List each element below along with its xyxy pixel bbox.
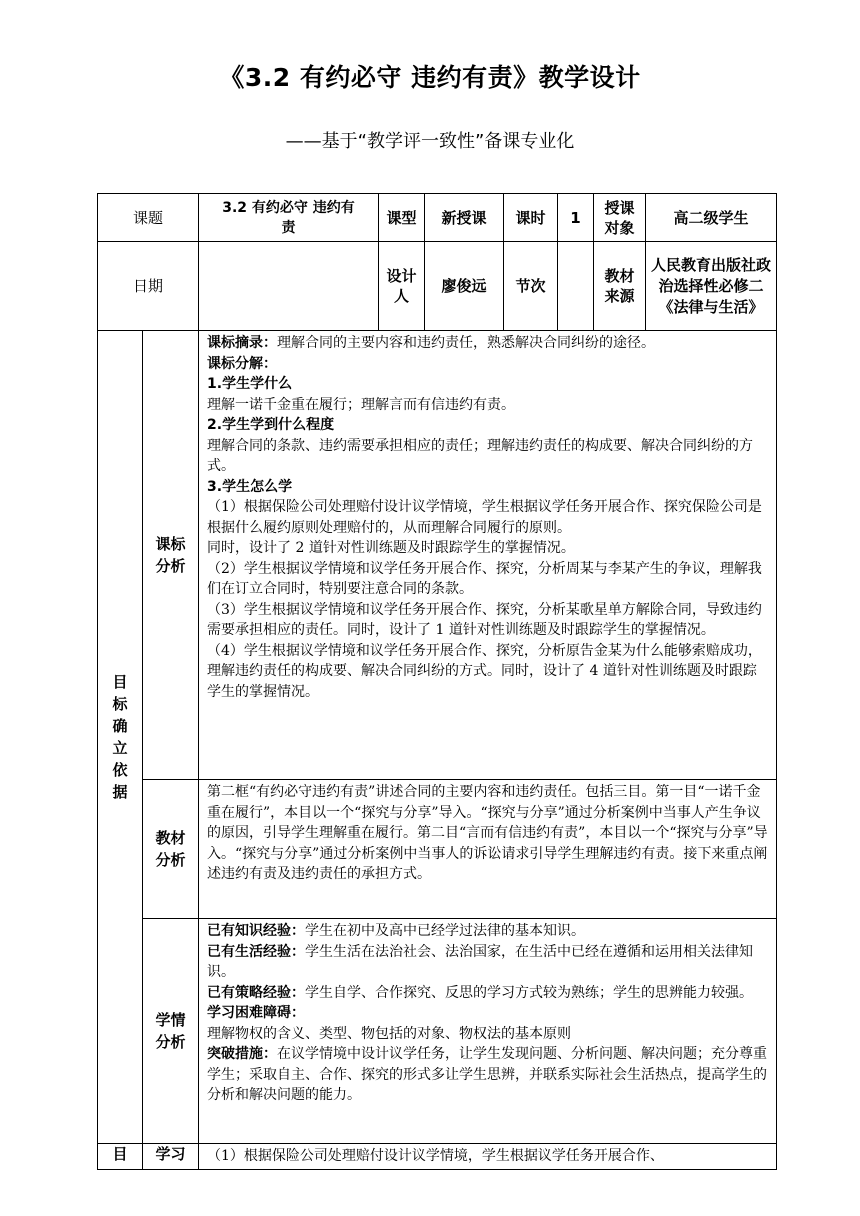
basis-group-char: 标: [112, 695, 128, 713]
curriculum-line: 3.学生怎么学: [207, 478, 293, 495]
source-label: 教材来源: [594, 242, 646, 331]
designer-value: 廖俊远: [425, 242, 504, 331]
curriculum-line: 课标分解：: [207, 355, 278, 372]
curriculum-line: 课标摘录：理解合同的主要内容和违约责任，熟悉解决合同纠纷的途径。: [207, 335, 656, 351]
session-value: [558, 242, 594, 331]
header-row-1: [98, 194, 777, 242]
curriculum-line: 同时，设计了 2 道针对性训练题及时跟踪学生的掌握情况。: [207, 540, 575, 556]
students-line: 理解物权的含义、类型、物包括的对象、物权法的基本原则: [207, 1025, 572, 1042]
students-line: 突破措施：在议学情境中设计议学任务，让学生发现问题、分析问题、解决问题；充分尊重学生；采取自主、合作、探究的形式多让学生思辨，并联系实际社会生活热点，提高学生的分析和解决问题的能力。: [207, 1046, 768, 1103]
topic-value: 3.2 有约必守 违约有责: [199, 194, 379, 242]
textbook-row: [98, 780, 777, 919]
curriculum-line: （1）根据保险公司处理赔付设计议学情境，学生根据议学任务开展合作、探究保险公司是根据什么履约原则处理赔付的，从而理解合同履行的原则。: [207, 499, 762, 536]
topic-label: 课题: [98, 194, 199, 242]
goals-label: 学习: [143, 1144, 199, 1170]
audience-value: 高二级学生: [646, 194, 777, 242]
basis-group-char: 确: [112, 717, 128, 735]
session-label: 节次: [504, 242, 558, 331]
period-label: 课时: [504, 194, 558, 242]
students-line: 已有生活经验：学生生活在法治社会、法治国家，在生活中已经在遵循和运用相关法律知识。: [207, 943, 754, 980]
curriculum-line: 理解一诺千金重在履行；理解言而有信违约有责。: [207, 396, 516, 413]
curriculum-row: [98, 331, 777, 780]
goals-group-label: 目: [98, 1144, 143, 1170]
students-line: 已有策略经验：学生自学、合作探究、反思的学习方式较为熟练；学生的思辨能力较强。: [207, 984, 754, 1001]
students-content: [199, 919, 777, 1144]
students-row: [98, 919, 777, 1144]
goals-content: （1）根据保险公司处理赔付设计议学情境，学生根据议学任务开展合作、: [199, 1144, 777, 1170]
textbook-label: 教材分析: [143, 780, 199, 919]
document-title: 《3.2 有约必守 违约有责》教学设计: [219, 63, 641, 92]
goals-row: [98, 1144, 777, 1170]
curriculum-label: 课标分析: [143, 331, 199, 780]
curriculum-line: 1.学生学什么: [207, 376, 293, 392]
curriculum-content: [199, 331, 777, 780]
textbook-content: 第二框“有约必守违约有责”讲述合同的主要内容和违约责任。包括三目。第一目“一诺千金重在履行”，本目以一个“探究与分享”导入。“探究与分享”通过分析案例中当事人产生争议的原因，引导学生理解重在履行。第二目“言而有信违约有责”，本目以一个“探究与分享”导入。“探究与分享”通过分析案例中当事人的诉讼请求引导学生理解违约有责。接下来重点阐述违约有责及违约责任的承担方式。: [199, 780, 777, 919]
students-label: 学情分析: [143, 919, 199, 1144]
curriculum-line: 2.学生学到什么程度: [207, 417, 335, 433]
type-value: 新授课: [425, 194, 504, 242]
audience-label: 授课对象: [594, 194, 646, 242]
document-subtitle: ——基于“教学评一致性”备课专业化: [285, 131, 575, 152]
basis-group-char: 依: [112, 761, 128, 779]
basis-group-label: [98, 331, 143, 1144]
type-label: 课型: [379, 194, 425, 242]
students-line: 已有知识经验：学生在初中及高中已经学过法律的基本知识。: [207, 923, 586, 939]
source-value: 人民教育出版社政治选择性必修二《法律与生活》: [646, 242, 777, 331]
basis-group-char: 立: [112, 739, 128, 757]
basis-group-char: 据: [112, 783, 128, 801]
curriculum-line: （4）学生根据议学情境和议学任务开展合作、探究，分析原告金某为什么能够索赔成功，理解违约责任的构成要、解决合同纠纷的方式。同时，设计了 4 道针对性训练题及时跟踪学生的掌握情况。: [207, 642, 762, 700]
curriculum-line: 理解合同的条款、违约需要承担相应的责任；理解违约责任的构成要、解决合同纠纷的方式。: [207, 437, 754, 474]
header-row-2: [98, 242, 777, 331]
date-label: 日期: [98, 242, 199, 331]
period-value: 1: [558, 194, 594, 242]
students-line: 学习困难障碍：: [207, 1005, 306, 1021]
curriculum-line: （2）学生根据议学情境和议学任务开展合作、探究，分析周某与李某产生的争议，理解我们在订立合同时，特别要注意合同的条款。: [207, 560, 762, 597]
lesson-plan-table: [97, 193, 777, 1170]
designer-label: 设计人: [379, 242, 425, 331]
basis-group-char: 目: [112, 673, 128, 691]
curriculum-line: （3）学生根据议学情境和议学任务开展合作、探究，分析某歌星单方解除合同，导致违约需要承担相应的责任。同时，设计了 1 道针对性训练题及时跟踪学生的掌握情况。: [207, 601, 762, 638]
date-value: [199, 242, 379, 331]
